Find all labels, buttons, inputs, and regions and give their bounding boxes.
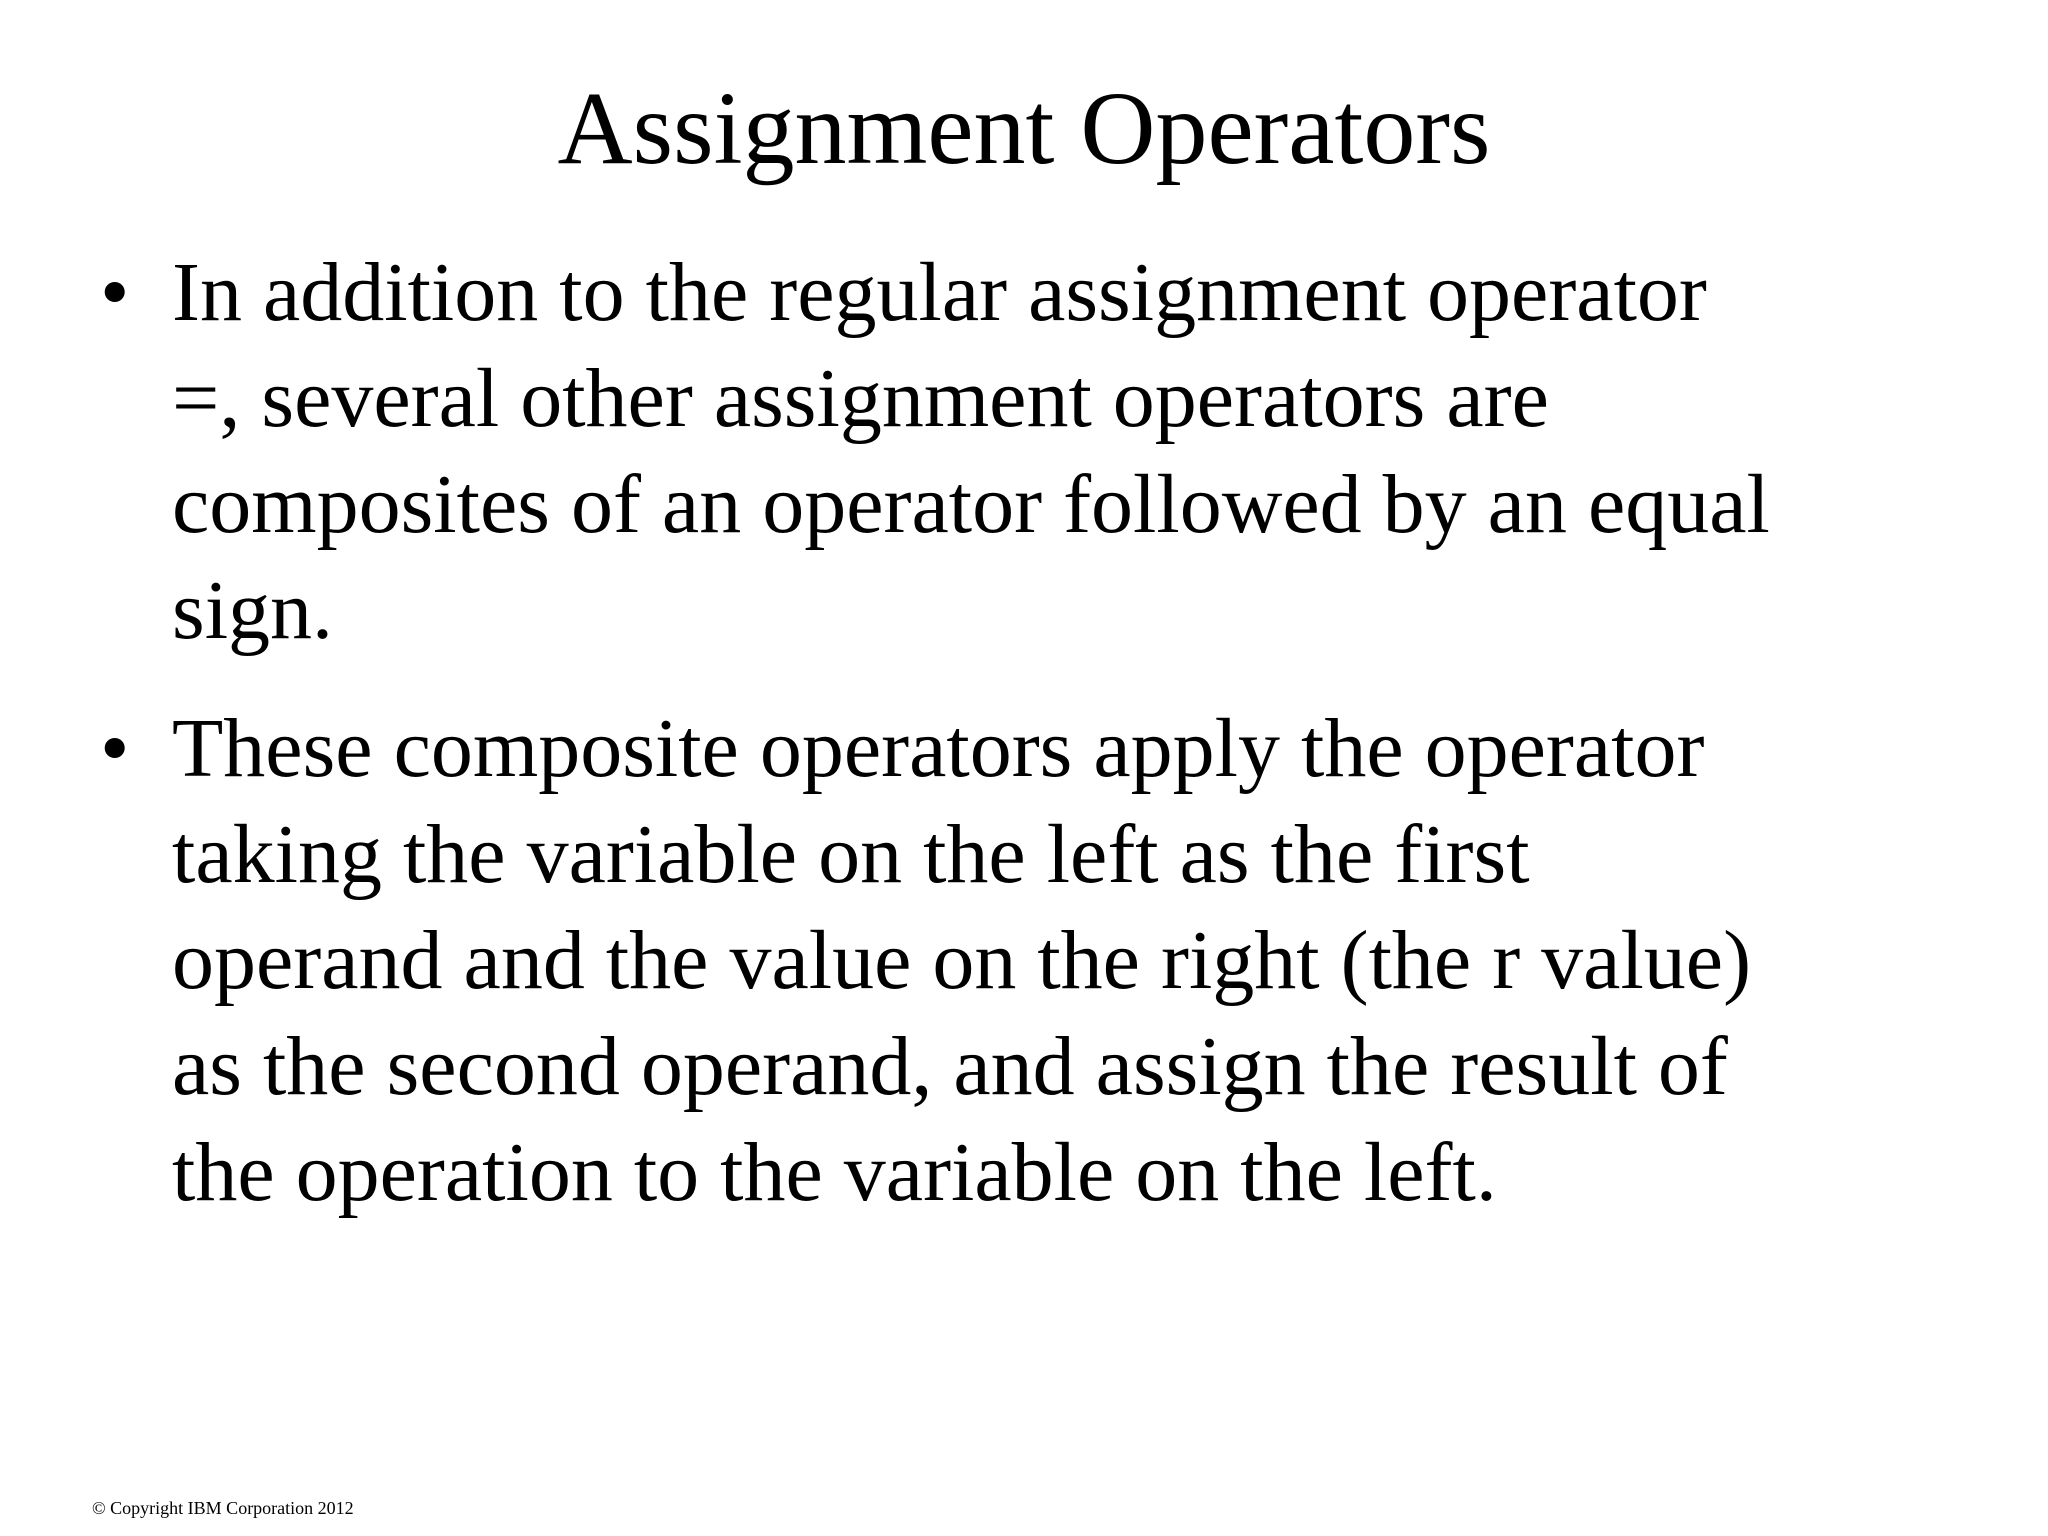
bullet-item	[100, 696, 1980, 1226]
bullet-text: These composite operators apply the operator taking the variable on the left as the first operand and the value on the right (the r value) as the second operand, and assign the result of the operation to the variable on the left.	[172, 702, 1752, 1219]
slide-title: Assignment Operators	[557, 71, 1491, 186]
bullet-text: In addition to the regular assignment operator =, several other assignment operators are composites of an operator followed by an equal sign.	[172, 246, 1770, 657]
bullet-item	[100, 240, 1980, 664]
copyright-notice: © Copyright IBM Corporation 2012	[92, 1498, 354, 1518]
bullet-marker: •	[100, 702, 130, 795]
bullet-list	[100, 240, 1980, 1258]
bullet-marker: •	[100, 246, 130, 339]
